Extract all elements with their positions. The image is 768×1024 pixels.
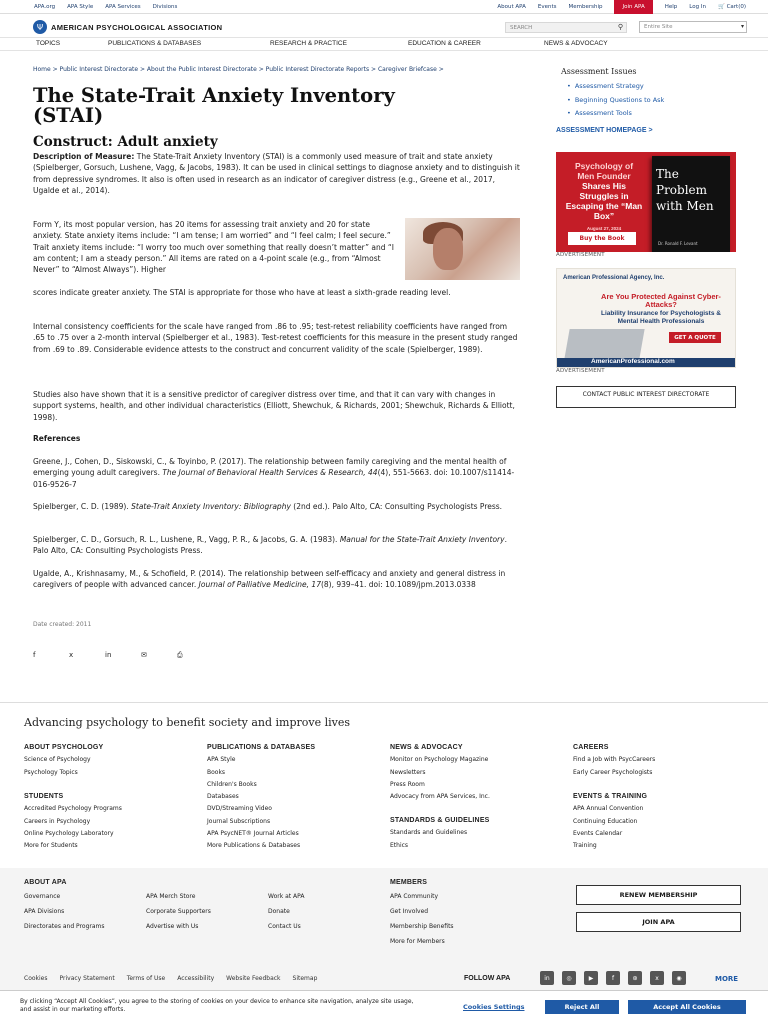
youtube-icon[interactable]: ▶: [584, 971, 598, 985]
search-placeholder: SEARCH: [510, 25, 533, 31]
form-y-paragraph-a: [33, 219, 399, 275]
footer-col-students: [24, 791, 122, 852]
footer-link[interactable]: Directorates and Programs: [24, 923, 105, 931]
sidebar-link-tools[interactable]: • Assessment Tools: [567, 107, 664, 121]
linkedin-icon[interactable]: in: [540, 971, 554, 985]
reference-item: [33, 456, 523, 490]
assessment-homepage-link[interactable]: ASSESSMENT HOMEPAGE >: [556, 127, 653, 134]
ref-text[interactable]: (8), 939–41. doi: 10.1089/jpm.2013.0338: [320, 580, 476, 590]
ref-text: . Palo Alto, CA: Consulting Psychologists Press.: [33, 535, 507, 556]
footer-link[interactable]: Ethics: [390, 841, 409, 849]
x-icon[interactable]: x: [650, 971, 664, 985]
threads-icon[interactable]: ⊛: [628, 971, 642, 985]
ref-text: Greene, J., Cohen, D., Siskowski, C., & Toyinbo, P. (2017). The relationship between family caregiving and the mental health of emerging young adult caregivers.: [33, 457, 507, 478]
footer-link[interactable]: Accredited Psychology Programs: [24, 805, 122, 813]
footer-col-title: STANDARDS & GUIDELINES: [390, 817, 490, 824]
nav-education[interactable]: EDUCATION & CAREER: [408, 40, 481, 47]
advertisement-label: ADVERTISEMENT: [556, 252, 605, 258]
link-sitemap[interactable]: Sitemap: [292, 975, 318, 982]
footer-link[interactable]: Databases: [207, 793, 239, 801]
ad-line: Men Founder: [577, 171, 631, 181]
chevron-down-icon: ▾: [740, 23, 744, 30]
link-help[interactable]: Help: [664, 4, 678, 10]
follow-apa-label: FOLLOW APA: [464, 975, 511, 982]
footer-link[interactable]: Contact Us: [268, 923, 301, 930]
link-apa-services[interactable]: APA Services: [105, 4, 141, 10]
link-accessibility[interactable]: Accessibility: [177, 975, 215, 982]
ad-url: AmericanProfessional.com: [557, 358, 736, 367]
book-title: The Problem with Men: [656, 167, 714, 213]
sidebar-links: [567, 80, 664, 121]
footer-members: [390, 877, 454, 949]
footer-link[interactable]: More for Members: [390, 938, 445, 946]
utility-bar: [0, 0, 768, 14]
page-title: The State-Trait Anxiety Inventory (STAI): [33, 84, 395, 127]
footer-link[interactable]: Children's Books: [207, 780, 257, 788]
footer-link[interactable]: More Publications & Databases: [207, 842, 301, 850]
ref-title: Manual for the State-Trait Anxiety Inventory: [339, 535, 505, 544]
footer-col-news: [390, 742, 490, 803]
footer-col-events: [573, 791, 647, 852]
description-text: The State-Trait Anxiety Inventory (STAI) is a commonly used measure of trait and state anxiety (Spielberger, Gorsuch, Lushene, Vagg, & Jacobs, 1983). It can be used in clinical settings to diagnose anxiety and to distinguish it from depressive syndromes. It also is often used in research as an indicator of caregiver distress (e.g., Greene et al., 2017, Ugalde et al., 2014).: [33, 152, 520, 195]
email-share-icon[interactable]: ✉: [141, 651, 147, 659]
footer-link[interactable]: Continuing Education: [573, 817, 638, 825]
breadcrumb[interactable]: Home > Public Interest Directorate > About the Public Interest Directorate > Public Interest Directorate Reports > Caregiver Briefcase >: [33, 66, 444, 73]
nav-publications[interactable]: PUBLICATIONS & DATABASES: [108, 40, 202, 47]
search-input[interactable]: [505, 22, 627, 33]
sidebar-link-questions[interactable]: • Beginning Questions to Ask: [567, 94, 664, 108]
logo-text: AMERICAN PSYCHOLOGICAL ASSOCIATION: [51, 22, 223, 32]
facebook-icon[interactable]: f: [606, 971, 620, 985]
footer-link[interactable]: Membership Benefits: [390, 923, 454, 931]
ad-headline: Are You Protected Against Cyber-Attacks?: [601, 292, 721, 309]
social-links: [540, 971, 686, 985]
reliability-paragraph: Internal consistency coefficients for the scale have ranged from .86 to .95; test-retest reliability coefficients have ranged from .65 to .75 over a 2-month interval (Spielberger et al., 1983). Test-retest coefficients for this measure in the present study ranged from .69 to .89. Considerable evidence attests to the construct and concurrent validity of the scale (Spielberger, 1989).: [33, 322, 518, 354]
footer-col-title: CAREERS: [573, 744, 609, 751]
ref-text: Spielberger, C. D. (1989).: [33, 502, 132, 511]
link-about-apa[interactable]: About APA: [497, 4, 526, 10]
footer-link[interactable]: APA Community: [390, 893, 439, 901]
footer-col-title: NEWS & ADVOCACY: [390, 744, 463, 751]
ad-subhead: Liability Insurance for Psychologists & Mental Health Professionals: [601, 310, 721, 325]
ad-brand: American Professional Agency, Inc.: [563, 275, 665, 281]
cart-link[interactable]: [718, 4, 746, 10]
footer-divider: [0, 702, 768, 703]
ad-headline: [562, 161, 646, 234]
nav-news[interactable]: NEWS & ADVOCACY: [544, 40, 608, 47]
sidebar-heading: Assessment Issues: [561, 67, 637, 76]
cart-label: Cart(0): [726, 4, 746, 10]
ad-line: Shares His Struggles in Escaping the “Man Box”: [565, 181, 643, 221]
facebook-share-icon[interactable]: f: [33, 651, 36, 659]
join-apa-button[interactable]: Join APA: [614, 0, 652, 14]
reject-all-button[interactable]: Reject All: [545, 1000, 619, 1014]
footer-link[interactable]: DVD/Streaming Video: [207, 805, 272, 813]
book-cover: [652, 156, 730, 252]
footer-col-title: PUBLICATIONS & DATABASES: [207, 744, 316, 751]
footer-link[interactable]: More for Students: [24, 842, 78, 850]
form-y-paragraph-b: [33, 287, 520, 298]
footer-col-title: ABOUT APA: [24, 879, 67, 886]
footer-link[interactable]: Get Involved: [390, 908, 429, 916]
footer-link[interactable]: Books: [207, 768, 226, 776]
ref-text: (2nd ed.). Palo Alto, CA: Consulting Psychologists Press.: [290, 502, 503, 511]
reference-item: [33, 501, 523, 512]
link-terms[interactable]: Terms of Use: [126, 975, 166, 982]
link-privacy[interactable]: Privacy Statement: [59, 975, 115, 982]
search-scope-select[interactable]: [639, 21, 747, 33]
references-heading: References: [33, 434, 81, 443]
predictor-paragraph: Studies also have shown that it is a sensitive predictor of caregiver distress over time, and that it can vary with changes in support systems, health, and other individual characteristics (Elliott, Shewchuk, & Richards, 2001; Shewchuk, Richards & Elliott, 1998).: [33, 390, 515, 422]
footer-link[interactable]: Find a Job with PsycCareers: [573, 756, 656, 764]
footer-col-standards: [390, 815, 490, 852]
footer-tagline: Advancing psychology to benefit society and improve lives: [24, 716, 351, 729]
apa-logo[interactable]: [33, 20, 222, 34]
footer-link[interactable]: Standards and Guidelines: [390, 829, 468, 837]
more-social-link[interactable]: MORE: [715, 975, 739, 983]
footer-link[interactable]: Training: [573, 842, 597, 850]
footer-link[interactable]: APA Style: [207, 756, 236, 764]
footer-link[interactable]: Careers in Psychology: [24, 817, 91, 825]
legal-links: [24, 975, 317, 982]
footer-link[interactable]: Online Psychology Laboratory: [24, 829, 114, 837]
link-events[interactable]: Events: [537, 4, 557, 10]
instagram-icon[interactable]: ◎: [562, 971, 576, 985]
insurance-advertisement[interactable]: [556, 268, 736, 368]
footer-col-careers: [573, 742, 655, 779]
get-quote-button[interactable]: GET A QUOTE: [669, 332, 721, 343]
footer-link[interactable]: APA Annual Convention: [573, 805, 644, 813]
footer-link[interactable]: Press Room: [390, 780, 425, 788]
footer-link[interactable]: APA PsycNET® Journal Articles: [207, 830, 299, 838]
anxious-woman-photo: [405, 218, 520, 280]
link-cookies[interactable]: Cookies: [24, 975, 48, 982]
footer-col-title: STUDENTS: [24, 793, 64, 800]
ref-journal: The Journal of Behavioral Health Services & Research, 44: [162, 468, 378, 478]
reference-item: [33, 534, 523, 557]
ad-date: August 27, 2024: [586, 226, 622, 231]
nav-research[interactable]: RESEARCH & PRACTICE: [270, 40, 347, 47]
footer-link[interactable]: APA Merch Store: [146, 893, 196, 900]
footer-link[interactable]: Corporate Supporters: [146, 908, 211, 915]
reference-item: [33, 568, 523, 591]
link-feedback[interactable]: Website Feedback: [226, 975, 281, 982]
print-icon[interactable]: ⎙: [177, 651, 183, 659]
footer-link[interactable]: Science of Psychology: [24, 756, 91, 764]
footer-link[interactable]: Events Calendar: [573, 829, 623, 837]
form-y-text-cont: scores indicate greater anxiety. The STAI is appropriate for those who have at least a sixth-grade reading level.: [33, 288, 451, 297]
cookie-text: By clicking “Accept All Cookies”, you agree to the storing of cookies on your device to enhance site navigation, analyze site usage, and assist in our marketing efforts.: [20, 998, 414, 1013]
accept-all-button[interactable]: Accept All Cookies: [628, 1000, 746, 1014]
ref-journal: Journal of Palliative Medicine, 17: [198, 580, 321, 590]
book-author: Dr. Ronald F. Levant: [658, 241, 698, 246]
link-membership[interactable]: Membership: [568, 4, 603, 10]
linkedin-share-icon[interactable]: in: [105, 651, 112, 659]
form-y-text: Form Y, its most popular version, has 20 items for assessing trait anxiety and 20 for state anxiety. State anxiety items include: “I am tense; I am worried” and “I feel calm; I feel secure.” Trait anxiety items include: “I worry too much over something that really doesn’t matter” and “I am content; I am a steady person.” All items are rated on a 4-point scale (e.g., from “Almost Never” to “Almost Always”). Higher: [33, 220, 394, 275]
description-paragraph: [33, 151, 520, 196]
footer-col-title: EVENTS & TRAINING: [573, 793, 648, 800]
footer-link[interactable]: Work at APA: [268, 893, 305, 900]
main-nav: [0, 39, 768, 51]
footer-link[interactable]: Early Career Psychologists: [573, 768, 653, 776]
link-login[interactable]: Log In: [689, 4, 706, 10]
date-created: Date created: 2011: [33, 621, 92, 628]
footer-link[interactable]: Donate: [268, 908, 290, 915]
rss-icon[interactable]: ◉: [672, 971, 686, 985]
x-share-icon[interactable]: x: [69, 651, 74, 659]
ref-title: State-Trait Anxiety Inventory: Bibliography: [131, 502, 291, 511]
footer-about-apa-2: [146, 889, 211, 934]
sidebar-link-strategy[interactable]: • Assessment Strategy: [567, 80, 664, 94]
search-icon[interactable]: ⚲: [617, 23, 623, 31]
renew-membership-button[interactable]: RENEW MEMBERSHIP: [576, 885, 741, 905]
footer-link[interactable]: Governance: [24, 893, 61, 901]
description-label: Description of Measure:: [33, 152, 135, 161]
ref-text: Ugalde, A., Krishnasamy, M., & Schofield, P. (2014). The relationship between self-efficacy and anxiety and general distress in caregivers of people with advanced cancer.: [33, 569, 506, 590]
footer-link[interactable]: Advocacy from APA Services, Inc.: [390, 793, 490, 801]
footer-link[interactable]: Journal Subscriptions: [207, 817, 271, 825]
laptop-image: [564, 329, 644, 359]
cart-icon: 🛒: [717, 4, 725, 10]
footer-link[interactable]: Advertise with Us: [146, 923, 199, 930]
ref-text: Spielberger, C. D., Gorsuch, R. L., Lushene, R., Vagg, P. R., & Jacobs, G. A. (1983).: [33, 535, 340, 544]
footer-about-apa: [24, 877, 105, 934]
buy-book-button[interactable]: Buy the Book: [568, 232, 636, 245]
construct-heading: Construct: Adult anxiety: [33, 134, 218, 150]
link-apa-style[interactable]: APA Style: [67, 4, 94, 10]
nav-topics[interactable]: TOPICS: [36, 40, 61, 47]
footer-about-apa-3: [268, 889, 304, 934]
footer-link[interactable]: Monitor on Psychology Magazine: [390, 756, 489, 764]
footer-col-title: MEMBERS: [390, 879, 428, 886]
footer-link[interactable]: APA Divisions: [24, 908, 65, 916]
footer-col-publications: [207, 742, 315, 853]
footer-link[interactable]: Newsletters: [390, 768, 426, 776]
book-advertisement[interactable]: [556, 152, 736, 252]
psi-logo-icon: Ψ: [33, 20, 47, 34]
join-apa-footer-button[interactable]: JOIN APA: [576, 912, 741, 932]
footer-col-title: ABOUT PSYCHOLOGY: [24, 744, 104, 751]
search-scope-value: Entire Site: [644, 24, 673, 30]
cookie-banner: [0, 990, 768, 1024]
advertisement-label: ADVERTISEMENT: [556, 368, 605, 374]
cookie-settings-link[interactable]: Cookies Settings: [463, 1003, 525, 1011]
footer-col-about-psychology: [24, 742, 103, 779]
link-apa-org[interactable]: APA.org: [34, 4, 56, 10]
footer-link[interactable]: Psychology Topics: [24, 768, 78, 776]
ad-line: Psychology of: [574, 161, 634, 171]
contact-directorate-button[interactable]: CONTACT PUBLIC INTEREST DIRECTORATE: [556, 386, 736, 408]
ref-text[interactable]: (4), 551-5663. doi: 10.1007/s11414-016-9526-7: [33, 468, 515, 489]
share-bar: [33, 651, 213, 660]
site-header: [0, 15, 768, 38]
link-divisions[interactable]: Divisions: [152, 4, 178, 10]
